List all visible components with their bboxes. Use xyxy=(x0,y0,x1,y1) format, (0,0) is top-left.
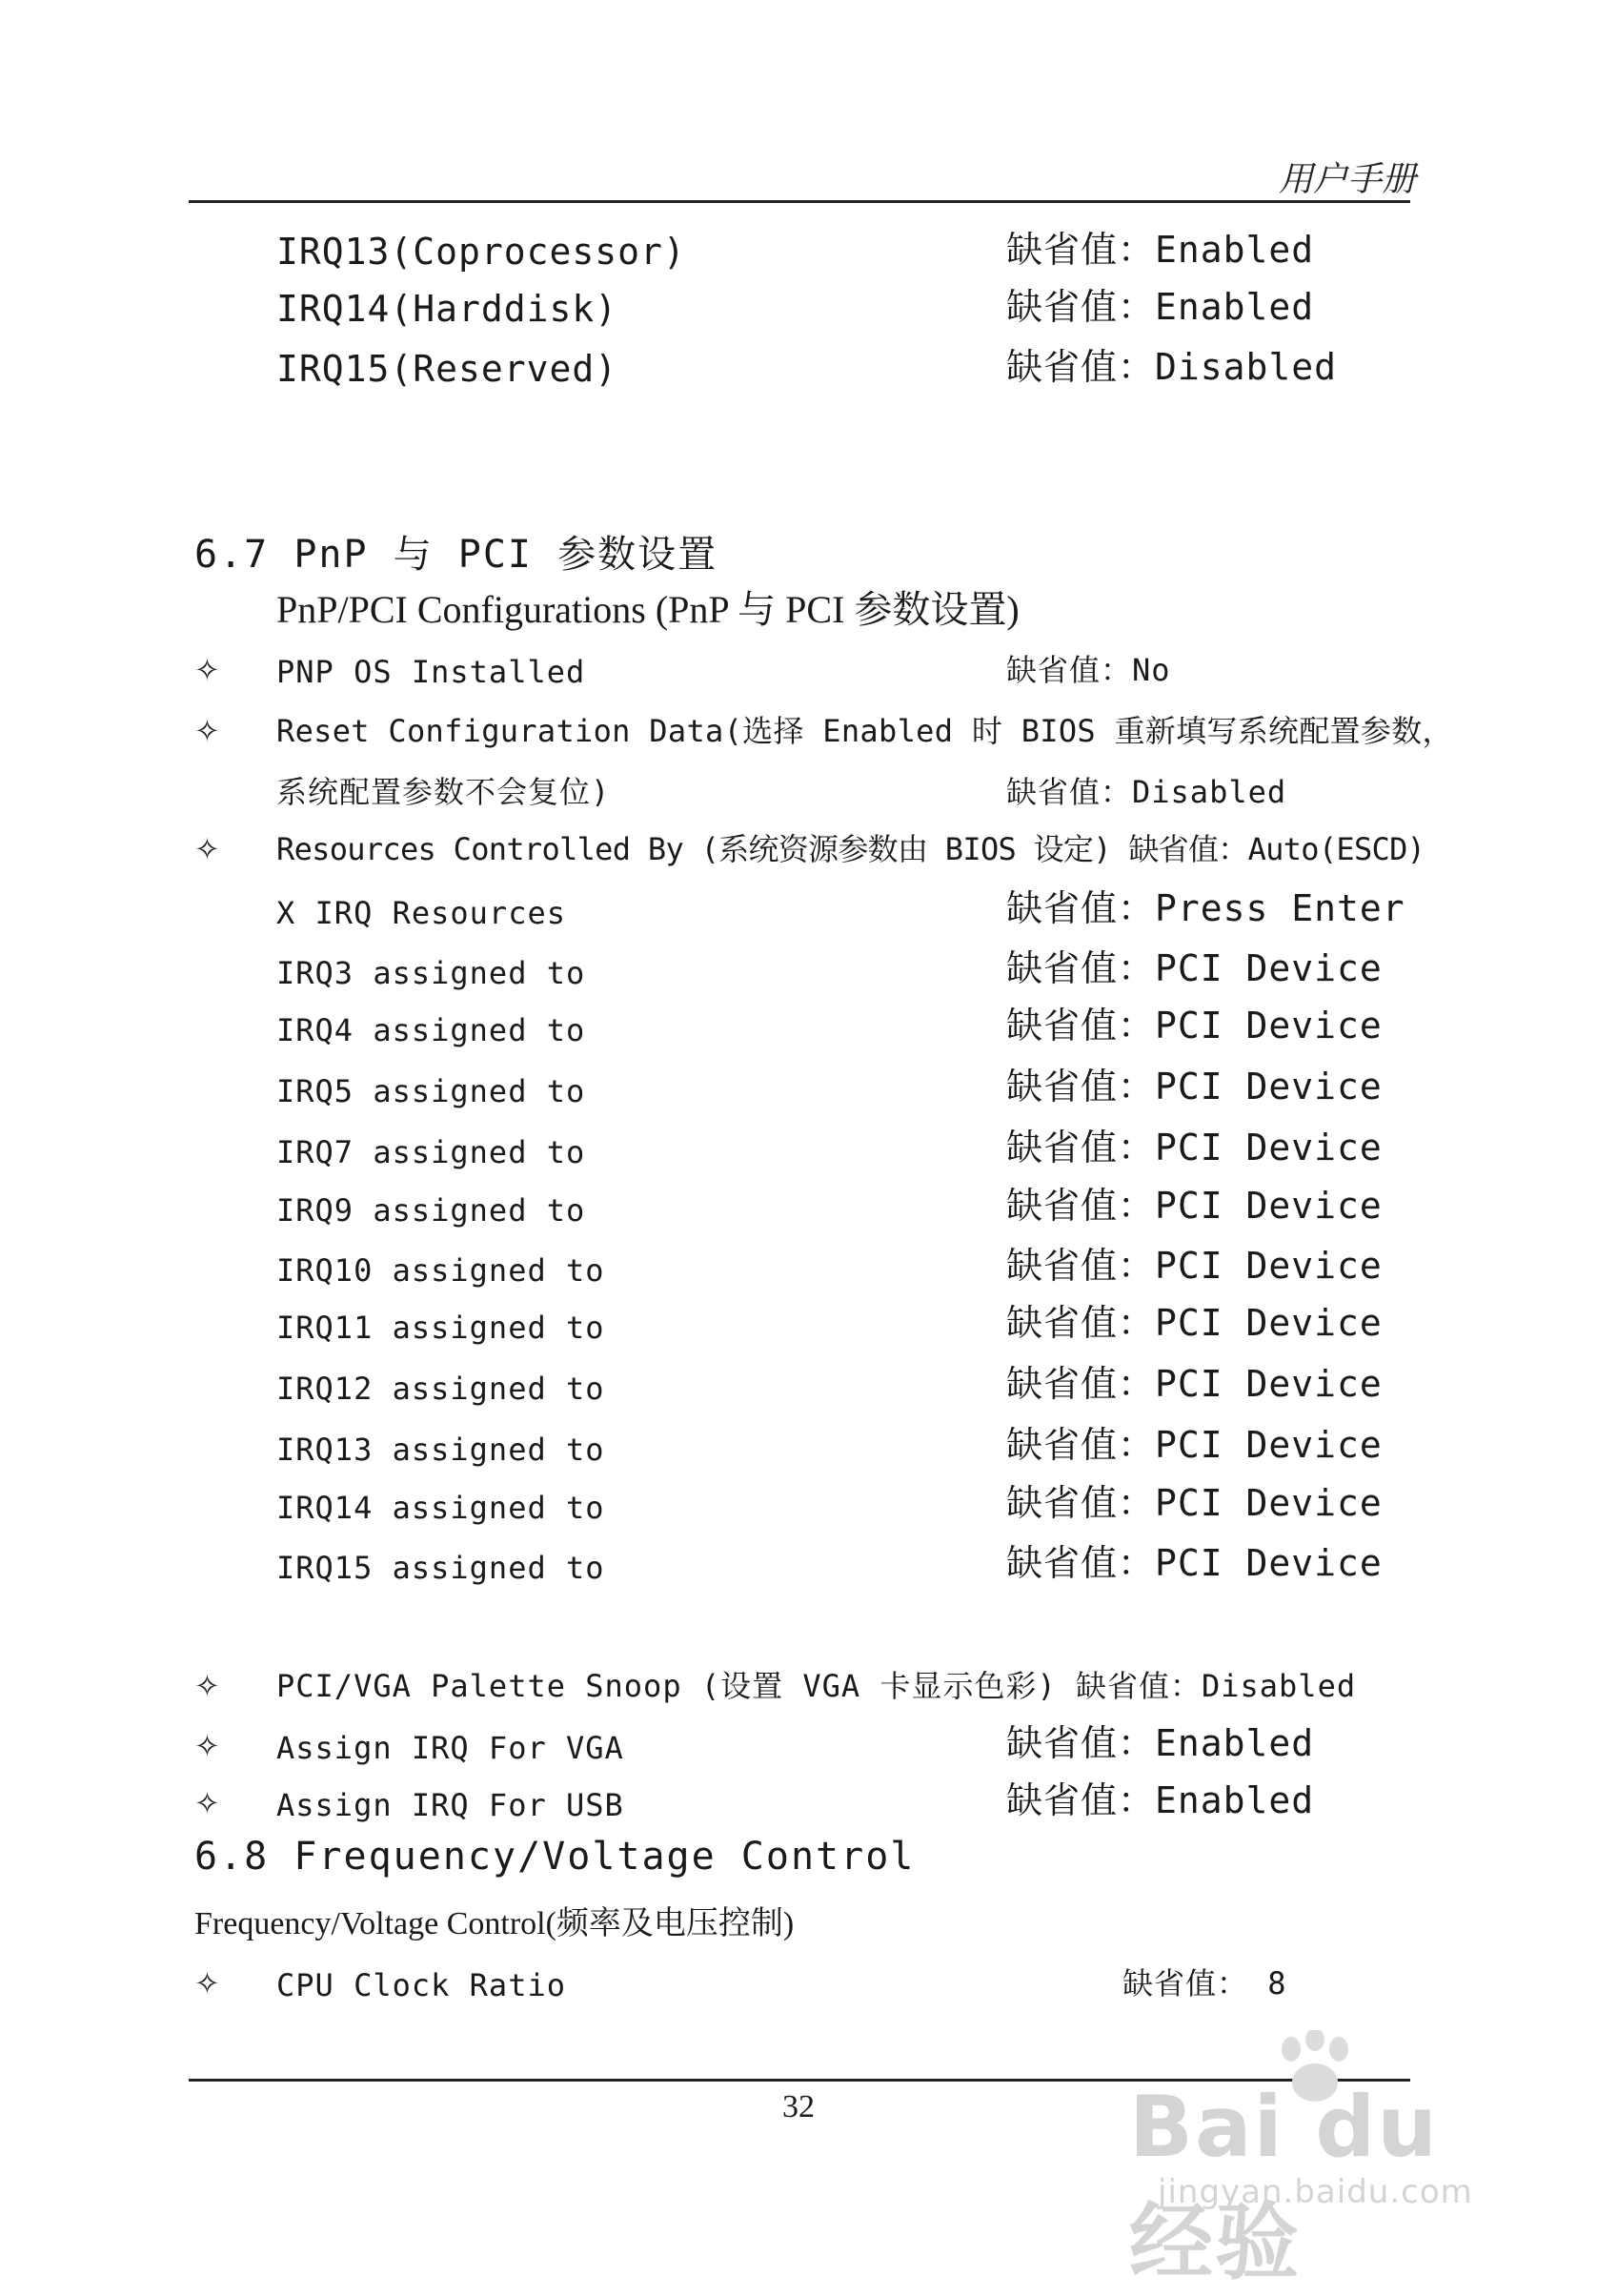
setting-label: IRQ9 assigned to xyxy=(276,1192,586,1229)
setting-label-cont: 系统配置参数不会复位) xyxy=(276,774,611,810)
default-value: 缺省值：PCI Device xyxy=(1006,1424,1383,1466)
setting-label: IRQ13(Coprocessor) xyxy=(276,231,686,273)
irq5-assigned-row xyxy=(0,1062,1597,1109)
reset-config-row xyxy=(0,703,1597,751)
irq-resources-row xyxy=(0,884,1597,931)
manual-title: 用户手册 xyxy=(1278,160,1416,199)
setting-label: IRQ4 assigned to xyxy=(276,1012,586,1048)
reset-config-row-cont xyxy=(0,764,1597,812)
default-value: 缺省值：PCI Device xyxy=(1006,1245,1383,1287)
default-value: 缺省值：PCI Device xyxy=(1006,1066,1383,1107)
default-value: 缺省值：PCI Device xyxy=(1006,1542,1383,1584)
setting-label: Reset Configuration Data(选择 Enabled 时 BIOS 重新填写系统配置参数， xyxy=(276,713,1453,749)
setting-label: IRQ12 assigned to xyxy=(276,1371,605,1407)
irq15-assigned-row xyxy=(0,1538,1597,1586)
default-value: 缺省值：Disabled xyxy=(1006,346,1338,388)
setting-label: IRQ5 assigned to xyxy=(276,1073,586,1109)
irq14-assigned-row xyxy=(0,1478,1597,1526)
irq14-row xyxy=(0,282,1597,330)
watermark-url: jingyan.baidu.com xyxy=(1158,2173,1473,2211)
default-value: 缺省值：PCI Device xyxy=(1006,1185,1383,1227)
irq10-assigned-row xyxy=(0,1241,1597,1289)
setting-label: IRQ13 assigned to xyxy=(276,1432,605,1468)
header-rule xyxy=(189,200,1410,203)
setting-label: IRQ14 assigned to xyxy=(276,1490,605,1526)
section-heading-6-8: 6.8 Frequency/Voltage Control xyxy=(194,1835,916,1879)
irq11-assigned-row xyxy=(0,1298,1597,1346)
irq7-assigned-row xyxy=(0,1123,1597,1170)
palette-snoop-row xyxy=(0,1658,1597,1706)
setting-label: IRQ7 assigned to xyxy=(276,1134,586,1170)
bullet-icon: ✧ xyxy=(194,1785,220,1821)
bullet-icon: ✧ xyxy=(194,1668,220,1704)
default-value: 缺省值：Enabled xyxy=(1006,1779,1315,1821)
default-value: 缺省值：Press Enter xyxy=(1006,887,1405,929)
default-value: 缺省值：PCI Device xyxy=(1006,1127,1383,1168)
irq13-row xyxy=(0,225,1597,273)
irq13-assigned-row xyxy=(0,1420,1597,1468)
setting-label: X IRQ Resources xyxy=(276,895,566,931)
bullet-icon: ✧ xyxy=(194,713,220,749)
section-heading-6-7: 6.7 PnP 与 PCI 参数设置 xyxy=(194,533,718,577)
watermark-brand: Bai du 经验 xyxy=(1129,2078,1439,2291)
default-value: 缺省值：Enabled xyxy=(1006,1722,1315,1764)
setting-text: Resources Controlled By (系统资源参数由 BIOS 设定) 缺省值：Auto(ESCD) xyxy=(276,831,1425,867)
default-value: 缺省值： 8 xyxy=(1122,1965,1287,2001)
setting-label: Assign IRQ For USB xyxy=(276,1787,624,1823)
bullet-icon: ✧ xyxy=(194,652,220,688)
bullet-icon: ✧ xyxy=(194,831,220,867)
irq9-assigned-row xyxy=(0,1181,1597,1229)
assign-irq-vga-row xyxy=(0,1718,1597,1766)
setting-label: IRQ15 assigned to xyxy=(276,1550,605,1586)
default-value: 缺省值：Enabled xyxy=(1006,229,1315,271)
irq4-assigned-row xyxy=(0,1001,1597,1048)
cpu-clock-ratio-row xyxy=(0,1956,1597,2003)
resources-row xyxy=(0,822,1597,869)
setting-label: CPU Clock Ratio xyxy=(276,1967,566,2003)
setting-label: PNP OS Installed xyxy=(276,654,586,690)
default-value: 缺省值：No xyxy=(1006,652,1171,688)
pnp-os-row xyxy=(0,642,1597,690)
default-value: 缺省值：Disabled xyxy=(1006,774,1287,810)
section-subheading-6-8: Frequency/Voltage Control(频率及电压控制) xyxy=(194,1906,795,1941)
setting-label: IRQ14(Harddisk) xyxy=(276,288,618,330)
setting-label: IRQ3 assigned to xyxy=(276,955,586,991)
bullet-icon: ✧ xyxy=(194,1965,220,2001)
default-value: 缺省值：PCI Device xyxy=(1006,1302,1383,1344)
bullet-icon: ✧ xyxy=(194,1728,220,1764)
baidu-watermark xyxy=(1129,2030,1510,2291)
section-subheading-6-7: PnP/PCI Configurations (PnP 与 PCI 参数设置) xyxy=(276,588,1020,631)
page-number: 32 xyxy=(782,2089,815,2124)
irq3-assigned-row xyxy=(0,944,1597,991)
setting-label: IRQ10 assigned to xyxy=(276,1252,605,1289)
default-value: 缺省值：Enabled xyxy=(1006,286,1315,328)
irq15-row xyxy=(0,342,1597,390)
default-value: 缺省值：PCI Device xyxy=(1006,1363,1383,1405)
setting-text: PCI/VGA Palette Snoop (设置 VGA 卡显示色彩) 缺省值：Disabled xyxy=(276,1668,1357,1704)
default-value: 缺省值：PCI Device xyxy=(1006,1482,1383,1524)
setting-label: IRQ15(Reserved) xyxy=(276,348,618,390)
default-value: 缺省值：PCI Device xyxy=(1006,1005,1383,1046)
default-value: 缺省值：PCI Device xyxy=(1006,947,1383,989)
assign-irq-usb-row xyxy=(0,1776,1597,1823)
setting-label: Assign IRQ For VGA xyxy=(276,1730,624,1766)
irq12-assigned-row xyxy=(0,1359,1597,1407)
setting-label: IRQ11 assigned to xyxy=(276,1310,605,1346)
